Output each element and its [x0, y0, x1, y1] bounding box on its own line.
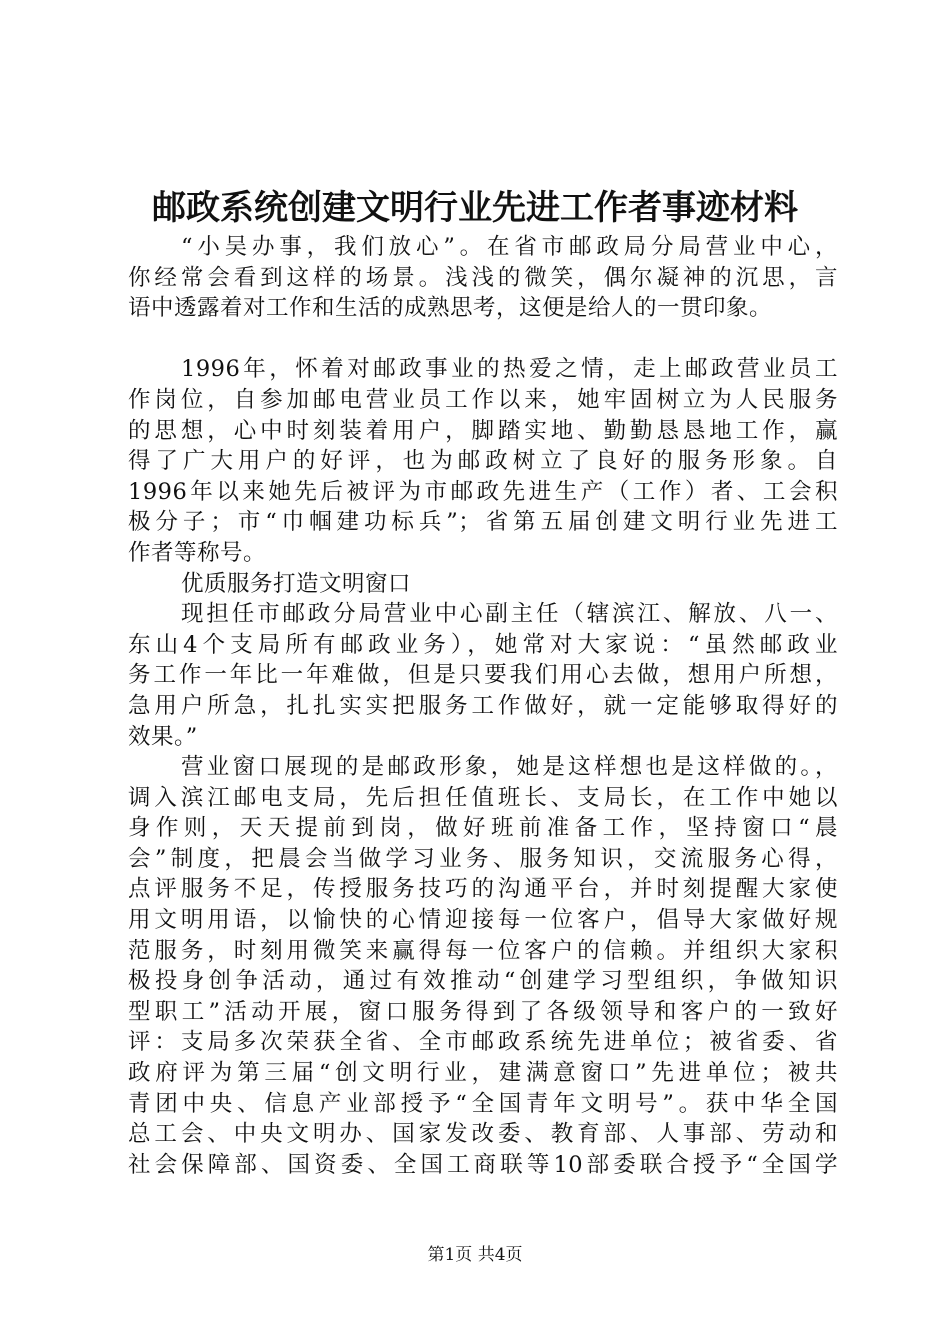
text-line: 1996年，怀着对邮政事业的热爱之情，走上邮政营业员工: [181, 356, 838, 383]
text-line: 效果。”: [128, 723, 198, 750]
text-line: 调入滨江邮电支局，先后担任值班长、支局长，在工作中她以: [128, 784, 838, 811]
text-line: 极分子；市“巾帼建功标兵”；省第五届创建文明行业先进工: [128, 509, 838, 536]
text-line: 社会保障部、国资委、全国工商联等10部委联合授予“全国学: [128, 1151, 838, 1178]
text-line: 得了广大用户的好评，也为邮政树立了良好的服务形象。自: [128, 448, 838, 475]
text-line: 现担任市邮政分局营业中心副主任（辖滨江、解放、八一、: [181, 601, 838, 628]
text-line: 东山4个支局所有邮政业务），她常对大家说：“虽然邮政业: [128, 631, 838, 658]
text-line: 用文明用语，以愉快的心情迎接每一位客户，倡导大家做好规: [128, 907, 838, 934]
document-title: 邮政系统创建文明行业先进工作者事迹材料: [152, 188, 798, 228]
text-line: 极投身创争活动，通过有效推动“创建学习型组织，争做知识: [128, 968, 838, 995]
text-line: 语中透露着对工作和生活的成熟思考，这便是给人的一贯印象。: [128, 295, 773, 322]
text-line: 总工会、中央文明办、国家发改委、教育部、人事部、劳动和: [128, 1121, 838, 1148]
text-line: 你经常会看到这样的场景。浅浅的微笑，偶尔凝神的沉思，言: [128, 264, 838, 291]
text-line: 作岗位，自参加邮电营业员工作以来，她牢固树立为人民服务: [128, 386, 838, 413]
document-body: [128, 232, 838, 1180]
text-line: 1996年以来她先后被评为市邮政先进生产（工作）者、工会积: [128, 478, 838, 505]
text-line: 的思想，心中时刻装着用户，脚踏实地、勤勤恳恳地工作，赢: [128, 417, 838, 444]
text-line: “小吴办事，我们放心”。在省市邮政局分局营业中心，: [181, 234, 838, 260]
text-line: 作者等称号。: [128, 539, 267, 566]
text-line: 型职工”活动开展，窗口服务得到了各级领导和客户的一致好: [128, 998, 838, 1025]
paragraph-spacer: [128, 324, 838, 355]
page-footer: 第1页 共4页: [427, 1245, 523, 1265]
text-line: 优质服务打造文明窗口: [181, 570, 412, 597]
text-line: 政府评为第三届“创文明行业，建满意窗口”先进单位；被共: [128, 1060, 838, 1087]
text-line: 营业窗口展现的是邮政形象，她是这样想也是这样做的。，: [181, 754, 838, 781]
text-line: 会”制度，把晨会当做学习业务、服务知识，交流服务心得，: [128, 845, 838, 872]
text-line: 务工作一年比一年难做，但是只要我们用心去做，想用户所想，: [128, 662, 838, 689]
text-line: 范服务，时刻用微笑来赢得每一位客户的信赖。并组织大家积: [128, 937, 838, 964]
text-line: 身作则，天天提前到岗，做好班前准备工作，坚持窗口“晨: [128, 815, 838, 842]
text-line: 评：支局多次荣获全省、全市邮政系统先进单位；被省委、省: [128, 1029, 838, 1056]
text-line: 急用户所急，扎扎实实把服务工作做好，就一定能够取得好的: [128, 692, 838, 719]
text-line: 点评服务不足，传授服务技巧的沟通平台，并时刻提醒大家使: [128, 876, 838, 903]
text-line: 青团中央、信息产业部授予“全国青年文明号”。获中华全国: [128, 1090, 838, 1117]
